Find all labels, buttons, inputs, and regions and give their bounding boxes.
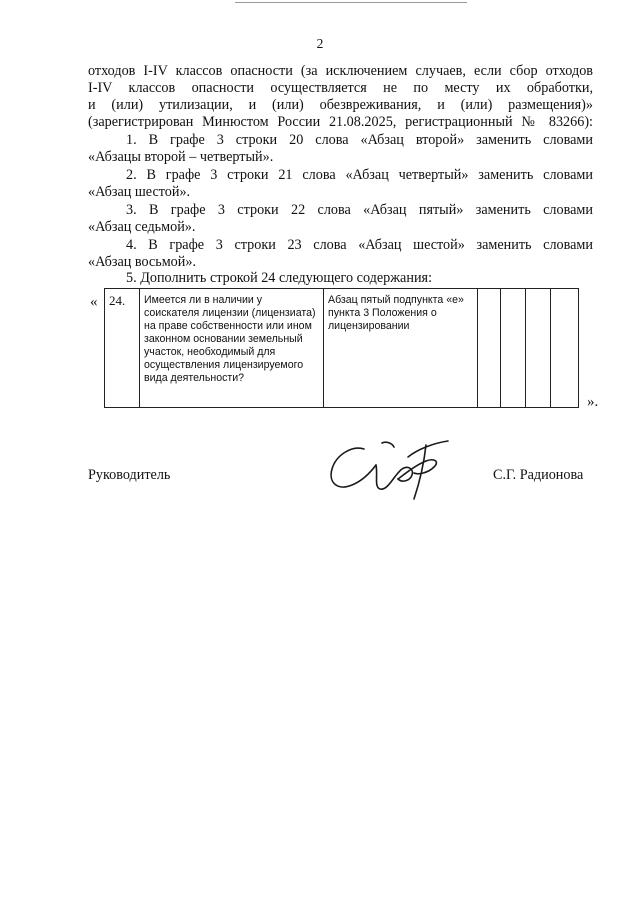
item-3-line-2: «Абзац седьмой». (88, 219, 196, 235)
paragraph-line-2: I-IV классов опасности осуществляется не по месту их обработки, (88, 80, 593, 96)
top-rule (235, 2, 467, 3)
signatory-title: Руководитель (88, 467, 171, 483)
handwritten-signature (322, 435, 457, 505)
paragraph-line-4: (зарегистрирован Минюстом России 21.08.2025, регистрационный № 83266): (88, 114, 593, 130)
reference-cell: Абзац пятый подпункта «е» пункта 3 Положения о лицензировании (324, 289, 478, 408)
row-number-cell: 24. (105, 289, 140, 408)
question-cell: Имеется ли в наличии у соискателя лицензии (лицензиата) на праве собственности или ином законном основании земельный участок, необходимый для осуществления лицензируемого вида деятельности? (140, 289, 324, 408)
inserted-row-table (104, 288, 579, 408)
page-number: 2 (316, 36, 324, 51)
paragraph-line-1: отходов I-IV классов опасности (за исключением случаев, если сбор отходов (88, 63, 593, 79)
quote-close: ». (587, 394, 599, 410)
empty-cell-2 (501, 289, 526, 408)
empty-cell-4 (551, 289, 579, 408)
item-1-line-1: 1. В графе 3 строки 20 слова «Абзац второй» заменить словами (126, 132, 593, 148)
item-2-line-1: 2. В графе 3 строки 21 слова «Абзац четвертый» заменить словами (126, 167, 593, 183)
signatory-name: С.Г. Радионова (493, 467, 584, 483)
item-4-line-2: «Абзац восьмой». (88, 254, 196, 270)
paragraph-line-3: и (или) утилизации, и (или) обезвреживания, и (или) размещения)» (88, 97, 593, 113)
empty-cell-3 (526, 289, 551, 408)
item-2-line-2: «Абзац шестой». (88, 184, 191, 200)
item-3-line-1: 3. В графе 3 строки 22 слова «Абзац пятый» заменить словами (126, 202, 593, 218)
item-1-line-2: «Абзацы второй – четвертый». (88, 149, 274, 165)
quote-open: « (90, 294, 98, 310)
item-4-line-1: 4. В графе 3 строки 23 слова «Абзац шестой» заменить словами (126, 237, 593, 253)
table-row (105, 289, 579, 408)
empty-cell-1 (478, 289, 501, 408)
item-5-line: 5. Дополнить строкой 24 следующего содержания: (126, 270, 433, 286)
